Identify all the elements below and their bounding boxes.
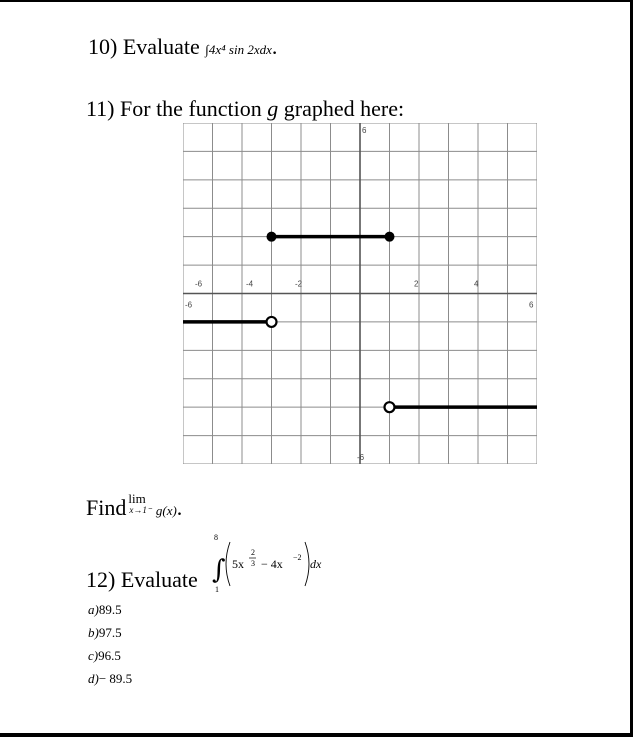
x-tick-label: -6: [195, 279, 203, 289]
integral-upper-limit: 8: [214, 533, 218, 542]
question-11: [86, 96, 404, 122]
right-paren: [305, 542, 309, 586]
top-border: [0, 0, 633, 2]
bottom-border: [0, 733, 633, 737]
limit-expression: g(x): [155, 503, 177, 518]
exp1-denominator: 3: [251, 559, 255, 568]
choice-a-label: a): [88, 602, 99, 617]
choice-a-value: 89.5: [98, 602, 122, 617]
question-12-label: 12) Evaluate: [86, 567, 198, 592]
x-tick-label: -4: [246, 279, 254, 289]
question-10: [88, 34, 277, 60]
left-paren: [226, 542, 230, 586]
choice-d-value: − 89.5: [98, 671, 133, 686]
y-tick-label: -6: [357, 453, 365, 462]
choice-a[interactable]: [88, 598, 132, 621]
choice-c-value: 96.5: [98, 648, 121, 663]
choice-c-label: c): [88, 648, 99, 663]
choice-d[interactable]: [88, 667, 132, 690]
question-12-integral: [210, 528, 340, 598]
question-10-period: .: [271, 34, 278, 59]
integral-sign: ∫: [212, 555, 226, 585]
lim-text: lim: [128, 491, 146, 506]
x-tick-label: 2: [414, 279, 419, 289]
choice-d-label: d): [88, 671, 99, 686]
limit-operator: [126, 493, 150, 515]
closed-endpoint: [385, 232, 395, 242]
function-name: g: [267, 96, 279, 121]
x-tick-label: 6: [529, 300, 534, 310]
graph-axes: [183, 123, 537, 464]
find-word: Find: [86, 495, 127, 520]
y-tick-label: 6: [362, 126, 367, 135]
open-endpoint: [267, 317, 277, 327]
question-10-label: 10) Evaluate: [88, 34, 200, 59]
question-10-integral: ∫4x⁴ sin 2xdx: [205, 42, 272, 57]
closed-endpoint: [267, 232, 277, 242]
choice-b[interactable]: [88, 621, 132, 644]
answer-choices: [88, 598, 132, 690]
question-11-label: 11) For the function: [86, 96, 262, 121]
choice-b-label: b): [88, 625, 99, 640]
question-11-text: graphed here:: [283, 96, 405, 121]
exp2: −2: [293, 553, 302, 562]
x-tick-label: 4: [474, 279, 479, 289]
choice-c[interactable]: [88, 644, 132, 667]
function-graph: [183, 123, 537, 464]
lim-subscript: x→1⁻: [129, 505, 152, 515]
find-period: .: [176, 495, 183, 520]
open-endpoint: [385, 402, 395, 412]
x-tick-label: -2: [295, 279, 303, 289]
x-tick-label-left: -6: [185, 300, 193, 310]
integral-lower-limit: 1: [215, 585, 219, 594]
term-2: − 4x: [261, 557, 283, 571]
find-limit: [86, 493, 182, 521]
exp1-numerator: 2: [251, 548, 255, 557]
choice-b-value: 97.5: [98, 625, 122, 640]
term-1: 5x: [232, 557, 244, 571]
dx: dx: [310, 557, 322, 571]
